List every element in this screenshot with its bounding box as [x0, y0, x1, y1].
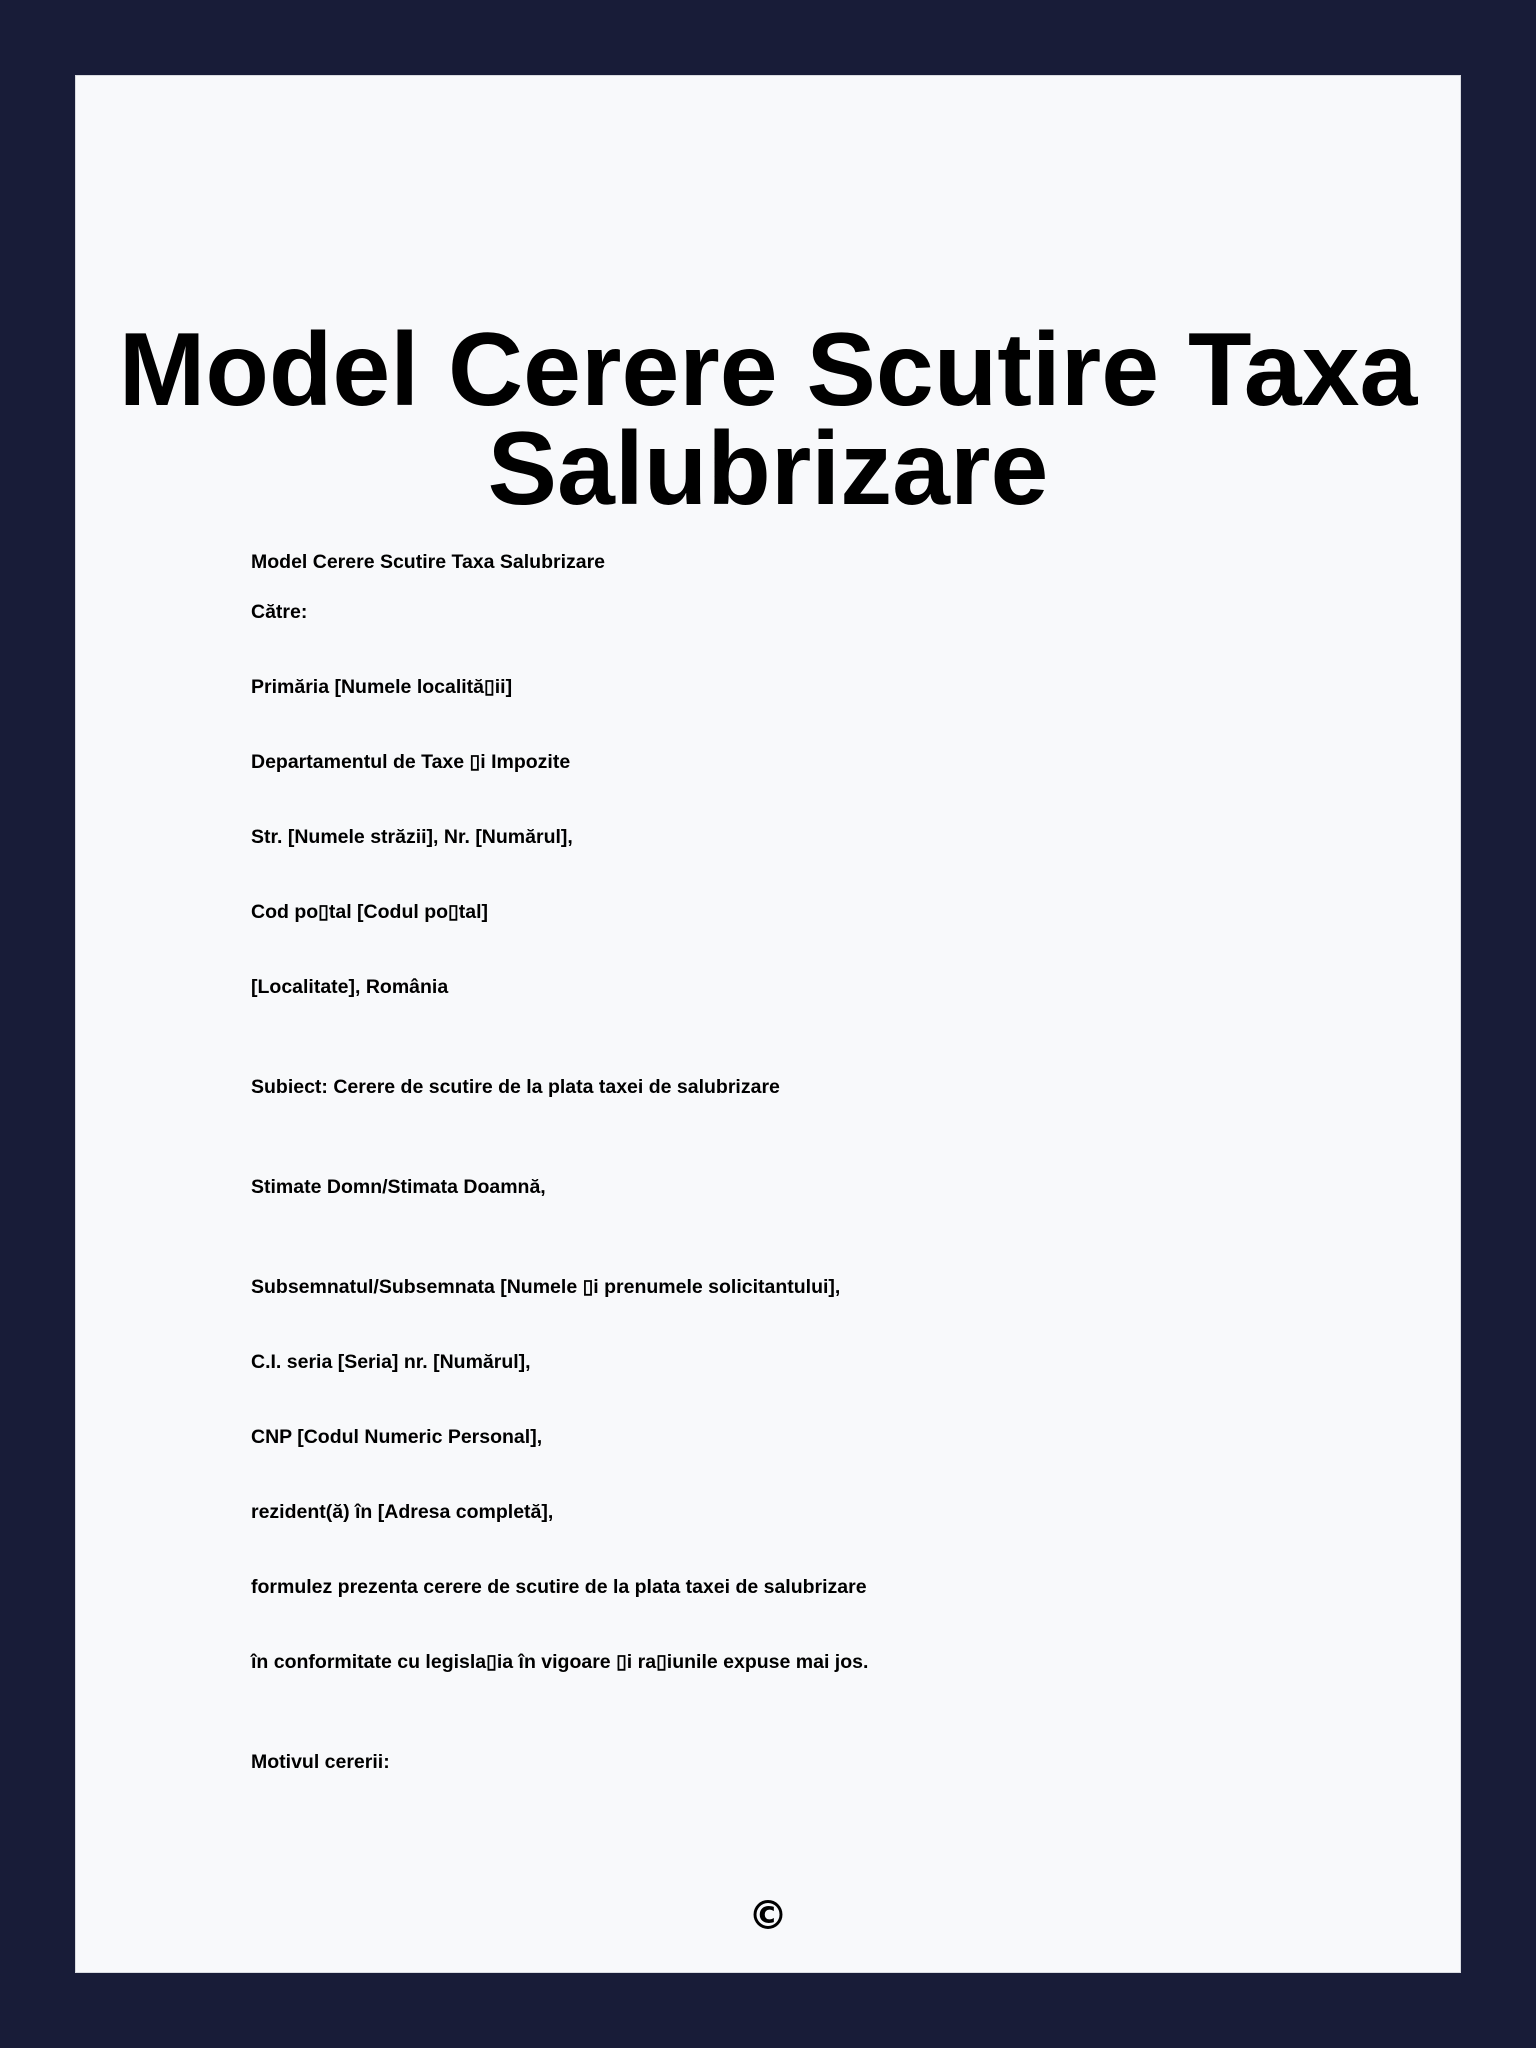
- letter-salutation: Stimate Domn/Stimata Doamnă,: [251, 1176, 546, 1198]
- recipient-institution: Primăria [Numele localită▯ii]: [251, 676, 513, 698]
- request-reason-label: Motivul cererii:: [251, 1751, 390, 1773]
- letter-subject: Subiect: Cerere de scutire de la plata taxei de salubrizare: [251, 1076, 780, 1098]
- document-title: Model Cerere Scutire Taxa Salubrizare: [118, 312, 1418, 527]
- applicant-cnp-line: CNP [Codul Numeric Personal],: [251, 1426, 543, 1448]
- recipient-postal-code: Cod po▯tal [Codul po▯tal]: [251, 901, 488, 923]
- copyright-icon: ©: [748, 1893, 788, 1939]
- legal-basis-line: în conformitate cu legisla▯ia în vigoare ▯i ra▯iunile expuse mai jos.: [251, 1651, 869, 1673]
- recipient-locality: [Localitate], România: [251, 976, 449, 998]
- recipient-label: Către:: [251, 601, 308, 623]
- applicant-id-line: C.I. seria [Seria] nr. [Numărul],: [251, 1351, 531, 1373]
- recipient-department: Departamentul de Taxe ▯i Impozite: [251, 751, 571, 773]
- request-statement-line: formulez prezenta cerere de scutire de la plata taxei de salubrizare: [251, 1576, 867, 1598]
- applicant-name-line: Subsemnatul/Subsemnata [Numele ▯i prenumele solicitantului],: [251, 1276, 841, 1298]
- document-page: [75, 75, 1461, 1973]
- applicant-address-line: rezident(ă) în [Adresa completă],: [251, 1501, 554, 1523]
- letter-heading: Model Cerere Scutire Taxa Salubrizare: [251, 551, 606, 573]
- recipient-street: Str. [Numele străzii], Nr. [Numărul],: [251, 826, 573, 848]
